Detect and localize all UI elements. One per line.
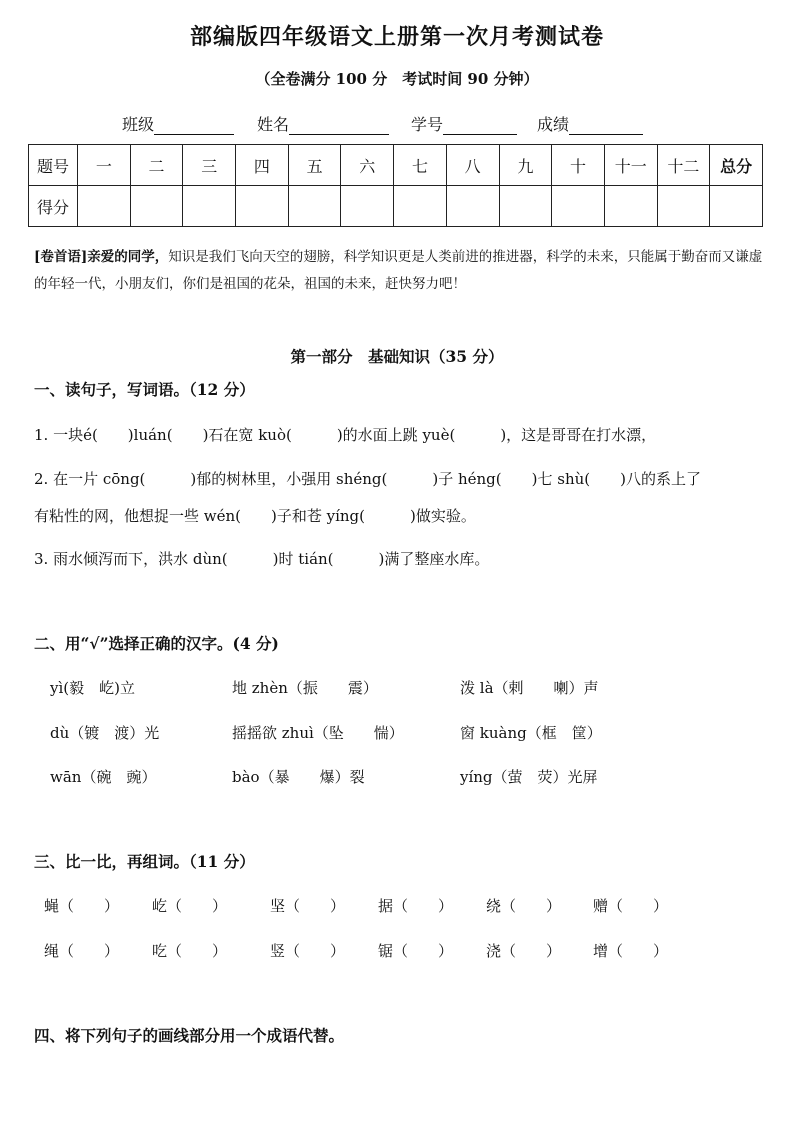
total-header: 总分 — [710, 145, 763, 186]
col-header: 七 — [394, 145, 447, 186]
question-number-header: 题号 — [29, 145, 78, 186]
score-blank[interactable] — [569, 116, 643, 135]
student-id-blank[interactable] — [443, 116, 517, 135]
score-field — [537, 112, 643, 135]
student-id-field — [411, 112, 517, 135]
section2-item: wān（碗 豌） — [50, 768, 157, 786]
class-blank[interactable] — [154, 116, 234, 135]
section2-title: 二、用“√”选择正确的汉字。(4 分) — [34, 634, 279, 653]
section3-item: 绕（ ） — [486, 897, 562, 915]
score-cell[interactable] — [183, 186, 236, 227]
score-table — [28, 144, 763, 227]
section3-item: 坚（ ） — [270, 897, 346, 915]
score-cell[interactable] — [288, 186, 341, 227]
col-header: 十 — [552, 145, 605, 186]
section1-question-1: 1. 一块é( )luán( )石在宽 kuò( )的水面上跳 yuè( )，这是哥哥在打水漂， — [34, 426, 657, 444]
section1-question-2-line1: 2. 在一片 cōng( )郁的树林里，小强用 shéng( )子 héng( )七 shù( )八的系上了 — [34, 470, 701, 488]
col-header: 十二 — [657, 145, 710, 186]
score-cell[interactable] — [604, 186, 657, 227]
score-label: 成绩 — [537, 115, 570, 134]
score-cell[interactable] — [657, 186, 710, 227]
name-label: 姓名 — [257, 115, 290, 134]
section3-item: 锯（ ） — [378, 942, 454, 960]
section3-item: 浇（ ） — [486, 942, 562, 960]
section2-item: yì(毅 屹)立 — [50, 679, 135, 697]
score-cell[interactable] — [236, 186, 289, 227]
section3-item: 竖（ ） — [270, 942, 346, 960]
total-score-cell[interactable] — [710, 186, 763, 227]
col-header: 一 — [78, 145, 131, 186]
question-number-row — [29, 145, 763, 186]
score-row — [29, 186, 763, 227]
score-cell[interactable] — [552, 186, 605, 227]
section3-item: 增（ ） — [593, 942, 669, 960]
section3-item: 据（ ） — [378, 897, 454, 915]
class-label: 班级 — [122, 115, 155, 134]
section2-item: bào（暴 爆）裂 — [232, 768, 365, 786]
section2-item: yíng（萤 荧）光屏 — [460, 768, 598, 786]
section2-item: 地 zhèn（振 震） — [232, 679, 378, 697]
section1-title: 一、读句子，写词语。（12 分） — [34, 380, 255, 399]
section2-item: 摇摇欲 zhuì（坠 惴） — [232, 724, 404, 742]
student-id-label: 学号 — [411, 115, 444, 134]
score-cell[interactable] — [341, 186, 394, 227]
exam-title: 部编版四年级语文上册第一次月考测试卷 — [189, 24, 604, 50]
col-header: 五 — [288, 145, 341, 186]
section3-item: 蝇（ ） — [44, 897, 120, 915]
col-header: 三 — [183, 145, 236, 186]
preface-tag: [卷首语]亲爱的同学， — [34, 249, 169, 265]
score-cell[interactable] — [446, 186, 499, 227]
section3-title: 三、比一比，再组词。（11 分） — [34, 852, 255, 871]
col-header: 九 — [499, 145, 552, 186]
exam-subtitle: （全卷满分 100 分 考试时间 90 分钟） — [255, 70, 539, 88]
class-field — [122, 112, 234, 135]
section1-question-2-line2: 有粘性的网，他想捉一些 wén( )子和苍 yíng( )做实验。 — [34, 507, 476, 525]
col-header: 八 — [446, 145, 499, 186]
score-cell[interactable] — [78, 186, 131, 227]
col-header: 二 — [130, 145, 183, 186]
name-blank[interactable] — [289, 116, 389, 135]
score-cell[interactable] — [130, 186, 183, 227]
col-header: 四 — [236, 145, 289, 186]
score-cell[interactable] — [394, 186, 447, 227]
col-header: 六 — [341, 145, 394, 186]
preface-text: 知识是我们飞向天空的翅膀，科学知识更是人类前进的推进器，科学的未来，只能属于勤奋而又谦虚的年轻一代，小朋友们，你们是祖国的花朵，祖国的未来，赶快努力吧！ — [34, 249, 763, 292]
section3-item: 吃（ ） — [152, 942, 228, 960]
score-row-header: 得分 — [29, 186, 78, 227]
part1-title: 第一部分 基础知识（35 分） — [290, 347, 504, 366]
section4-title: 四、将下列句子的画线部分用一个成语代替。 — [34, 1026, 345, 1045]
section2-item: dù（镀 渡）光 — [50, 724, 160, 742]
section2-item: 窗 kuàng（框 筐） — [460, 724, 602, 742]
section1-question-3: 3. 雨水倾泻而下，洪水 dùn( )时 tián( )满了整座水库。 — [34, 550, 490, 568]
section3-item: 赠（ ） — [593, 897, 669, 915]
section3-item: 绳（ ） — [44, 942, 120, 960]
name-field — [257, 112, 389, 135]
section3-item: 屹（ ） — [152, 897, 228, 915]
score-cell[interactable] — [499, 186, 552, 227]
section2-item: 泼 là（剌 喇）声 — [460, 679, 599, 697]
col-header: 十一 — [604, 145, 657, 186]
preface-paragraph — [34, 244, 774, 298]
